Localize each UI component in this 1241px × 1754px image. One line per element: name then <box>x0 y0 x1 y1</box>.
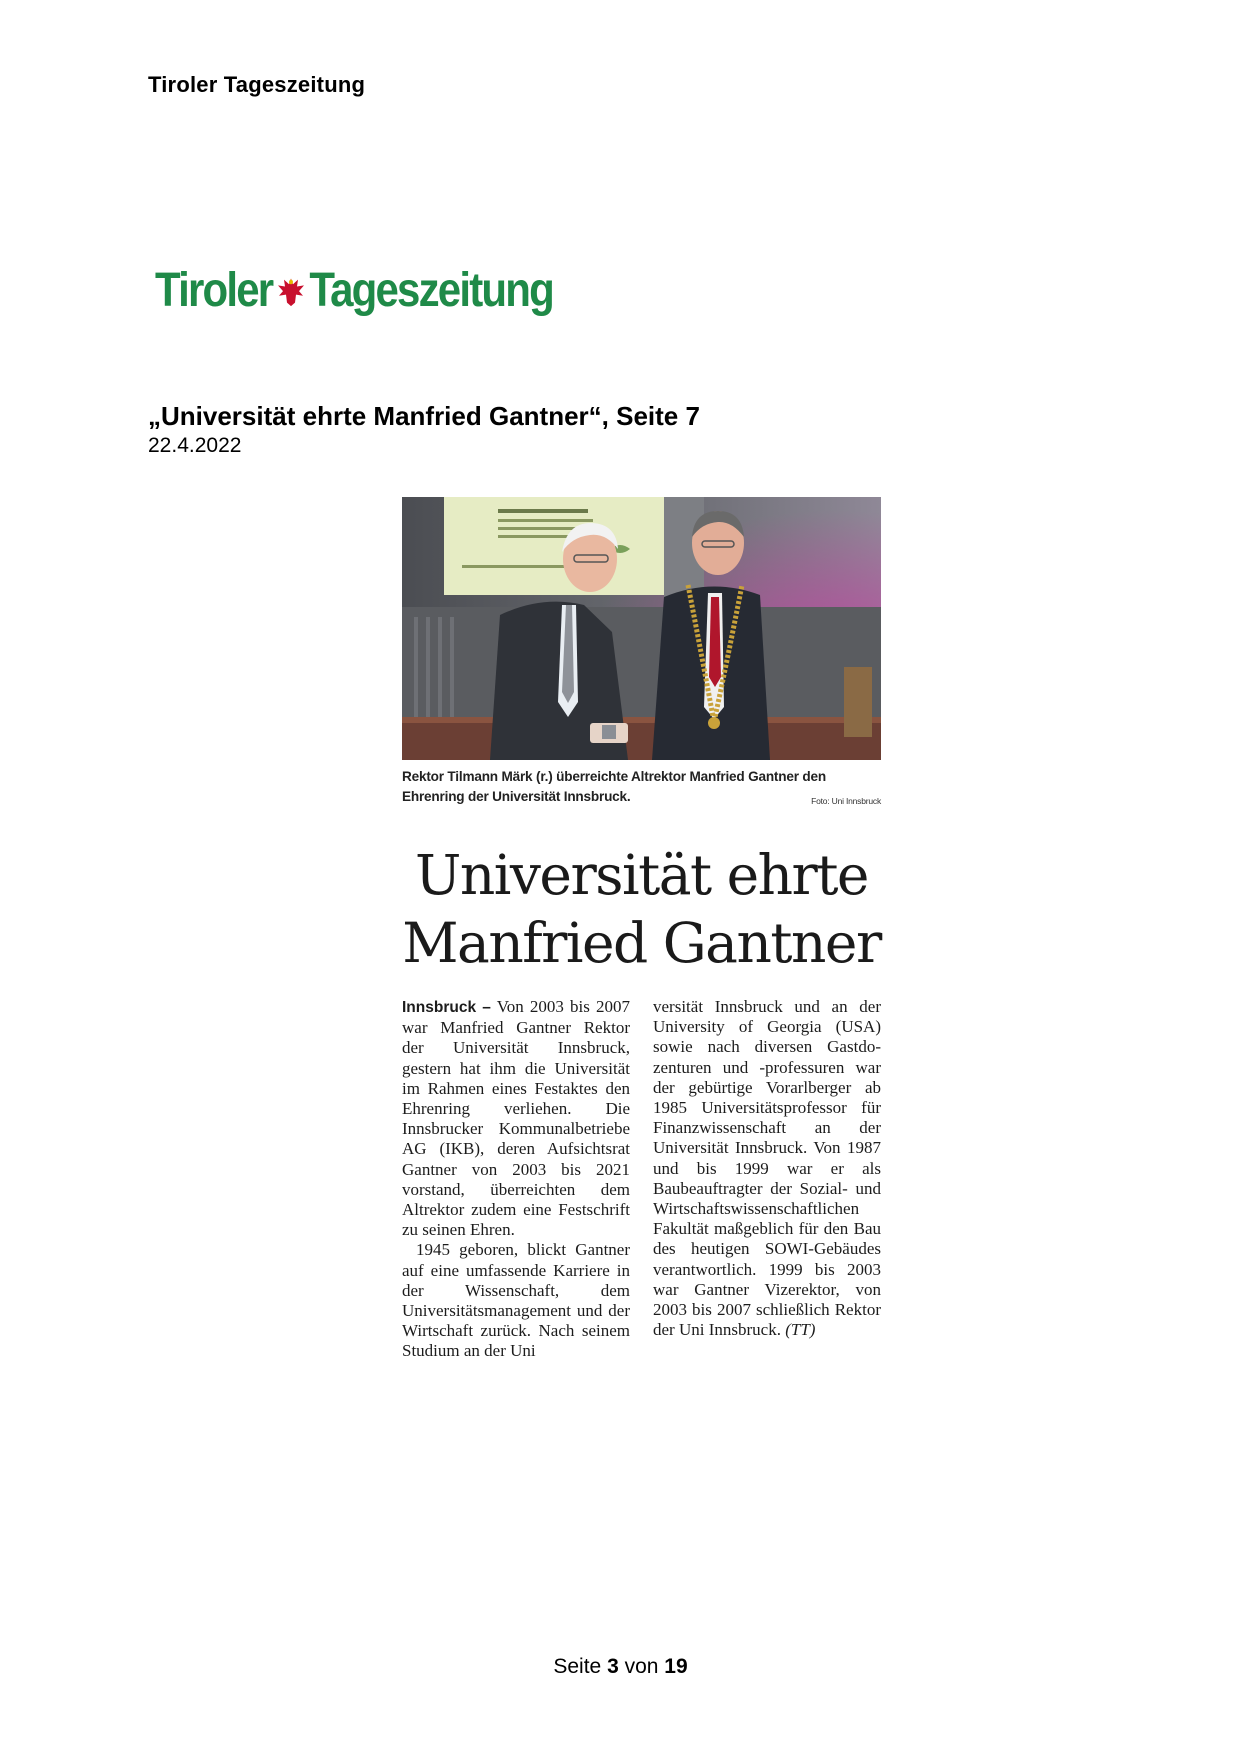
paragraph-text: Von 2003 bis 2007 war Manfried Gantner Rektor der Universität Innsbruck, gestern hat ihm die Universität im Rahmen eines Festaktes den Ehrenring verliehen. Die Innsbrucker Kommunalbetriebe AG (IKB), deren Aufsichtsrat Gantner von 2003 bis 2021 vorstand, überreichten dem Altrektor zudem eine Festschrift zu seinen Ehren. <box>402 997 630 1240</box>
projection-screen <box>444 497 664 595</box>
article-body <box>402 997 881 1362</box>
article-title: „Universität ehrte Manfried Gantner“, Seite 7 <box>148 401 700 431</box>
photo-caption <box>402 767 881 807</box>
body-column-2 <box>653 997 881 1362</box>
paragraph-text: versität Innsbruck und an der University of Georgia (USA) sowie nach diversen Gastdozenturen und -professuren war der gebürtige Vorarlberger ab 1985 Universitätsprofessor für Finanzwissenschaft an der Universität Innsbruck. Von 1987 und bis 1999 war er als Baubeauftragter der Sozial- und Wirtschaftswissenschaftlichen Fakultät maßgeblich für den Bau des heutigen SOWI-Gebäudes verantwortlich. 1999 bis 2003 war Gantner Vizerektor, von 2003 bis 2007 schließlich Rektor der Uni Innsbruck. <box>653 997 881 1340</box>
headline-line-2: Manfried Gantner <box>402 911 881 975</box>
logo-text-part2: Tageszeitung <box>309 262 553 317</box>
current-page-number: 3 <box>607 1655 619 1678</box>
paragraph: 1945 geboren, blickt Gantner auf eine umfassende Karriere in der Wissenschaft, dem Universitätsmanagement und der Wirtschaft zurück. Nach seinem Studium an der Uni <box>402 1240 630 1361</box>
newspaper-logo <box>155 258 553 322</box>
article-photo <box>402 497 881 760</box>
signoff: (TT) <box>785 1320 816 1340</box>
headline-line-1: Universität ehrte <box>415 843 868 907</box>
total-page-count: 19 <box>664 1655 688 1678</box>
photo-credit: Foto: Uni Innsbruck <box>811 796 881 806</box>
dateline: Innsbruck – <box>402 999 491 1016</box>
body-column-1 <box>402 997 630 1362</box>
page-footer <box>0 1655 1241 1679</box>
paragraph <box>402 997 630 1240</box>
tyrolean-eagle-icon <box>276 275 306 310</box>
logo-text-part1: Tiroler <box>155 262 273 317</box>
caption-text: Rektor Tilmann Märk (r.) überreichte Altrektor Manfried Gantner den Ehrenring der Universität Innsbruck. <box>402 769 826 804</box>
article-date: 22.4.2022 <box>148 434 242 457</box>
footer-middle: von <box>624 1655 659 1678</box>
paragraph <box>653 997 881 1340</box>
footer-prefix: Seite <box>553 1655 602 1678</box>
newspaper-clipping <box>402 497 881 1362</box>
article-headline <box>402 841 881 977</box>
publication-header: Tiroler Tageszeitung <box>148 72 366 97</box>
